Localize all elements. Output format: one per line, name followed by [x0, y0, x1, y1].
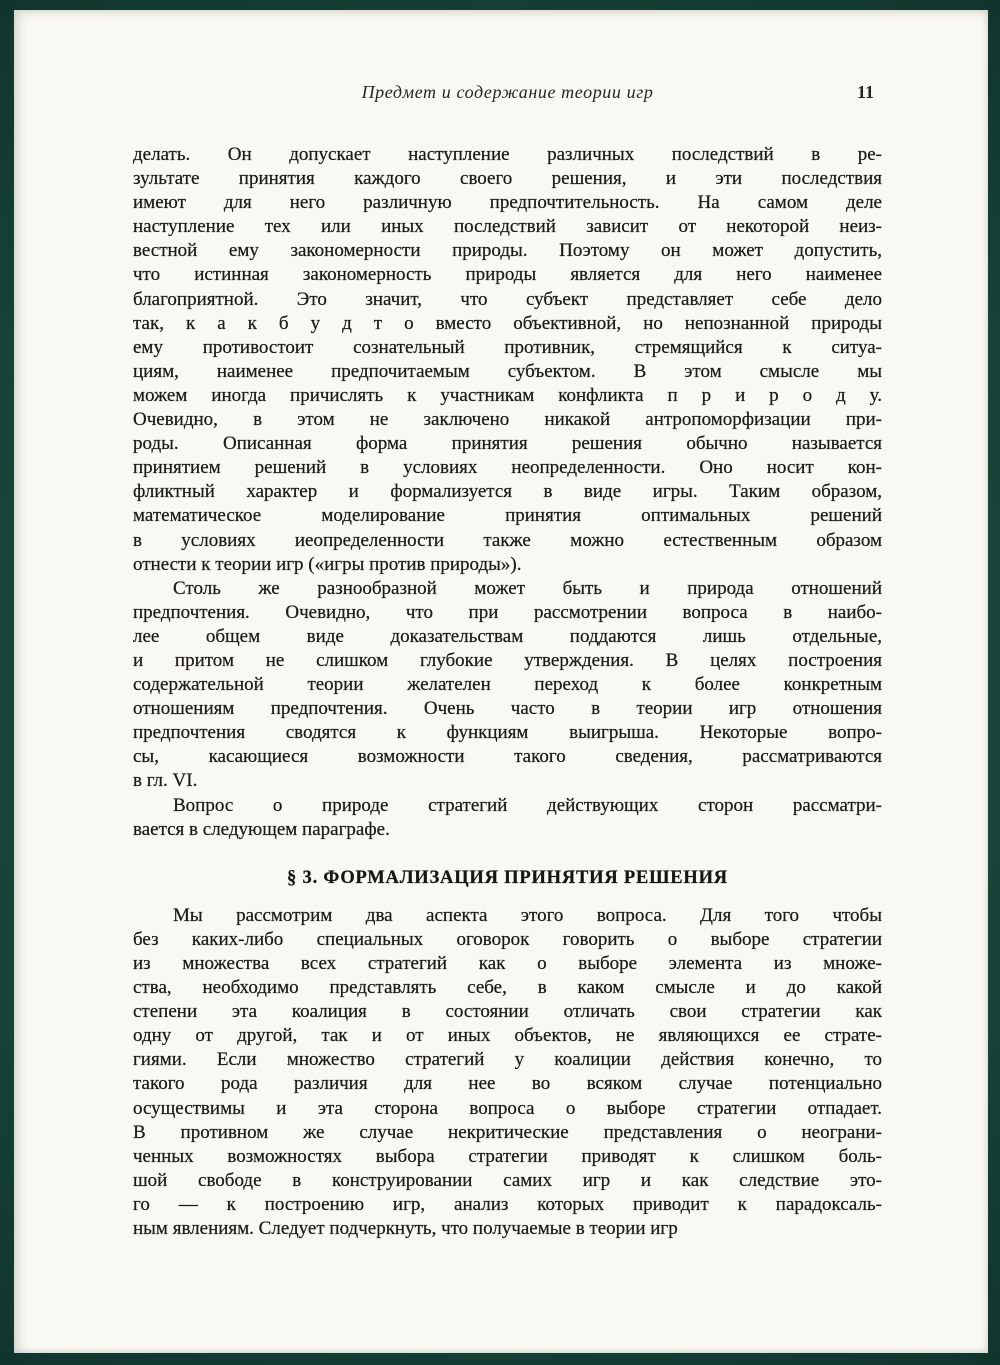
page-header: [133, 82, 882, 108]
text-line: наступление тех или иных последствий зависит от некоторой неиз-: [133, 216, 882, 238]
text-line: имеют для него различную предпочтительность. На самом деле: [133, 192, 882, 214]
text-line: из множества всех стратегий как о выборе элемента из множе-: [133, 953, 882, 974]
text-line: так, к а к б у д т о вместо объективной, но непознанной природы: [133, 312, 882, 334]
text-line: математическое моделирование принятия оптимальных решений: [133, 505, 882, 527]
book-page: [14, 10, 988, 1353]
text-line: ства, необходимо представлять себе, в каком смысле и до какой: [133, 977, 882, 999]
text-line: зультате принятия каждого своего решения, и эти последствия: [133, 168, 882, 190]
text-line: такого рода различия для нее во всяком случае потенциально: [133, 1073, 882, 1095]
text-line: Мы рассмотрим два аспекта этого вопроса. Для того чтобы: [173, 904, 882, 926]
text-line: Очевидно, в этом не заключено никакой антропоморфизации при-: [133, 409, 882, 431]
text-line: отнести к теории игр («игры против природы»).: [133, 553, 522, 575]
page-number: 11: [856, 82, 874, 102]
paragraph: [133, 577, 882, 794]
text-line: отношениям предпочтения. Очень часто в теории игр отношения: [133, 698, 882, 720]
text-line: ему противостоит сознательный противник, стремящийся к ситуа-: [133, 336, 882, 358]
paragraph: [133, 904, 882, 1241]
text-line: вестной ему закономерности природы. Поэтому он может допустить,: [133, 240, 882, 262]
text-line: степени эта коалиция в состоянии отличать свои стратегии как: [133, 1001, 882, 1023]
text-line: гиями. Если множество стратегий у коалиции действия конечно, то: [133, 1049, 882, 1071]
text-line: можем иногда причислять к участникам конфликта п р и р о д у.: [133, 384, 882, 406]
text-line: Вопрос о природе стратегий действующих сторон рассматри-: [173, 794, 882, 816]
text-line: одну от другой, так и от иных объектов, не являющихся ее страте-: [133, 1025, 882, 1047]
text-line: В противном же случае некритические представления о неограни-: [133, 1121, 882, 1143]
text-line: благоприятной. Это значит, что субъект представляет себе дело: [133, 288, 882, 310]
text-line: делать. Он допускает наступление различных последствий в ре-: [133, 144, 882, 165]
text-line: осуществимы и эта сторона вопроса о выборе стратегии отпадает.: [133, 1097, 882, 1119]
text-line: в условиях иеопределенности также можно естественным образом: [133, 529, 882, 551]
text-line: роды. Описанная форма принятия решения обычно называется: [133, 433, 882, 455]
text-line: го — к построению игр, анализ которых приводит к парадоксаль-: [133, 1193, 882, 1215]
text-line: ным явлениям. Следует подчеркнуть, что получаемые в теории игр: [133, 1218, 678, 1240]
text-line: циям, наименее предпочитаемым субъектом. В этом смысле мы: [133, 360, 882, 382]
text-line: вается в следующем параграфе.: [133, 818, 390, 840]
text-block: [133, 143, 882, 1241]
text-line: без каких-либо специальных оговорок говорить о выборе стратегии: [133, 928, 882, 950]
text-line: лее общем виде доказательствам поддаются лишь отдельные,: [133, 625, 882, 647]
text-line: сы, касающиеся возможности такого сведения, рассматриваются: [133, 746, 882, 768]
text-line: принятием решений в условиях неопределенности. Оно носит кон-: [133, 457, 882, 479]
text-line: что истинная закономерность природы является для него наименее: [133, 264, 882, 286]
text-line: в гл. VI.: [133, 770, 198, 792]
text-line: Столь же разнообразной может быть и природа отношений: [173, 577, 882, 599]
text-line: предпочтения сводятся к функциям выигрыша. Некоторые вопро-: [133, 722, 882, 744]
text-line: ченных возможностях выбора стратегии приводят к слишком боль-: [133, 1145, 882, 1167]
text-line: и притом не слишком глубокие утверждения. В целях построения: [133, 649, 882, 671]
running-title: Предмет и содержание теории игр: [361, 82, 654, 102]
text-line: фликтный характер и формализуется в виде игры. Таким образом,: [133, 481, 882, 503]
text-line: предпочтения. Очевидно, что при рассмотрении вопроса в наибо-: [133, 601, 882, 623]
section-heading: § 3. ФОРМАЛИЗАЦИЯ ПРИНЯТИЯ РЕШЕНИЯ: [287, 867, 728, 888]
paragraph: [133, 143, 882, 577]
paragraph: [133, 794, 882, 842]
text-line: содержательной теории желателен переход к более конкретным: [133, 674, 882, 696]
text-line: шой свободе в конструировании самих игр и как следствие это-: [133, 1169, 882, 1191]
